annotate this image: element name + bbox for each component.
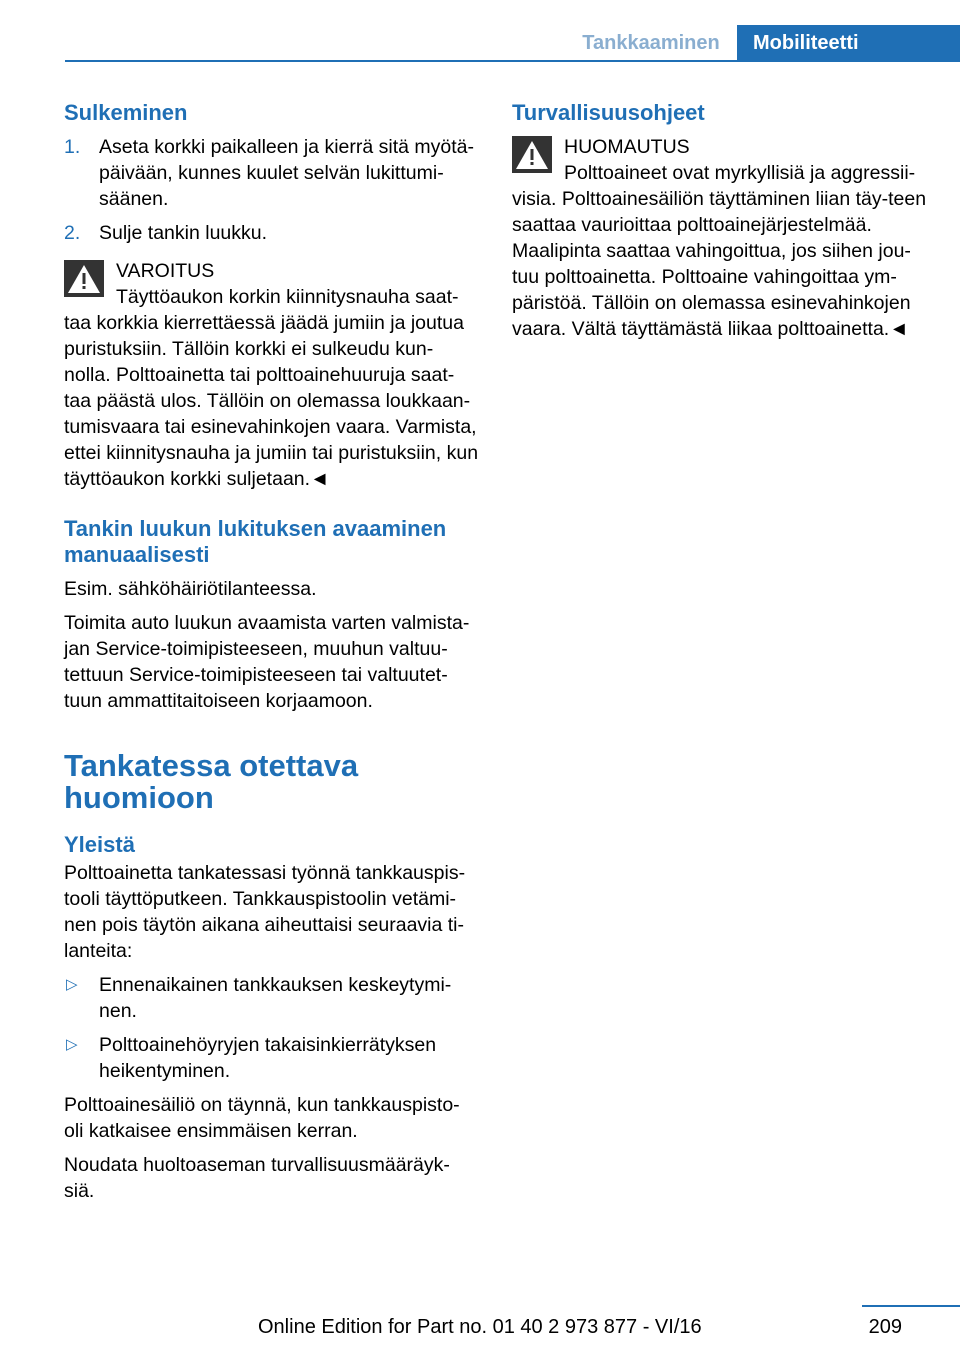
right-column (512, 100, 927, 356)
heading-tankin-luukku: Tankin luukun lukituksen avaaminen manuaalisesti (64, 516, 447, 567)
footer-rule (862, 1305, 960, 1307)
step-text: Sulje tankin luukku. (99, 222, 268, 244)
consequences-list (64, 972, 479, 1084)
header-chapter-tab[interactable]: Mobiliteetti (737, 25, 960, 62)
paragraph-noudata: Noudata huoltoaseman turvallisuusmääräyk-siä. (64, 1154, 450, 1202)
notice-title: HUOMAUTUS (564, 136, 690, 158)
header-section-tab[interactable]: Tankkaaminen (582, 32, 720, 54)
bullet-triangle-icon: ▷ (66, 976, 78, 993)
list-item (64, 220, 479, 246)
heading-turvallisuusohjeet: Turvallisuusohjeet (512, 100, 705, 125)
page-number: 209 (868, 1316, 902, 1338)
left-column (64, 100, 479, 1212)
warning-title: VAROITUS (116, 260, 215, 282)
step-number: 2. (64, 222, 81, 244)
heading-tankatessa: Tankatessa otettava huomioon (64, 748, 359, 815)
list-item (64, 972, 479, 1024)
bullet-triangle-icon: ▷ (66, 1036, 78, 1053)
step-text: Aseta korkki paikalleen ja kierrä sitä myötä-päivään, kunnes kuulet selvän lukittumi-säänen. (99, 136, 474, 210)
warning-text: Täyttöaukon korkin kiinnitysnauha saat-taa korkkia kierrettäessä jäädä jumiin ja joutua puristuksiin. Tällöin korkki ei sulkeudu kun-nolla. Polttoainetta tai polttoainehuuruja saat-taa päästä ulos. Tällöin on olemassa loukkaan-tumisvaara tai esinevahinkojen vaara. Varmista, ettei kiinnitysnauha ja jumiin tai puristuksiin, kun täyttöaukon korkki suljetaan.◄ (64, 286, 479, 490)
warning-block (64, 258, 479, 492)
paragraph-esim: Esim. sähköhäiriötilanteessa. (64, 578, 317, 600)
paragraph-taynna: Polttoainesäiliö on täynnä, kun tankkauspisto-oli katkaisee ensimmäisen kerran. (64, 1094, 460, 1142)
list-item (64, 134, 479, 212)
closing-steps-list (64, 134, 479, 246)
edition-footer: Online Edition for Part no. 01 40 2 973 877 - VI/16 (258, 1316, 702, 1338)
bullet-text: Polttoainehöyryjen takaisinkierrätyksen heikentyminen. (99, 1034, 437, 1082)
step-number: 1. (64, 136, 81, 158)
warning-triangle-icon (512, 136, 552, 173)
notice-text: Polttoaineet ovat myrkyllisiä ja aggressii-visia. Polttoainesäiliön täyttäminen liian täy-teen saattaa vaurioittaa polttoainejärjestelmää. Maalipinta saattaa vahingoittua, jos siihen jou-tuu polttoainetta. Polttoaine vahingoittaa ym-päristöä. Tällöin on olemassa esinevahinkojen vaara. Vältä täyttämästä liikaa polttoainetta.◄ (512, 162, 927, 340)
paragraph-toimita: Toimita auto luukun avaamista varten valmista-jan Service-toimipisteeseen, muuhun valtuu-tettuun Service-toimipisteeseen tai valtuutet-tuun ammattitaitoiseen korjaamoon. (64, 612, 470, 712)
heading-sulkeminen: Sulkeminen (64, 100, 188, 125)
notice-block (512, 134, 927, 342)
paragraph-yleista: Polttoainetta tankatessasi työnnä tankkauspis-tooli täyttöputkeen. Tankkauspistoolin vetämi-nen pois täytön aikana aiheuttaisi seuraavia ti-lanteita: (64, 862, 466, 962)
heading-yleista: Yleistä (64, 832, 135, 857)
list-item (64, 1032, 479, 1084)
warning-triangle-icon (64, 260, 104, 297)
bullet-text: Ennenaikainen tankkauksen keskeytymi-nen. (99, 974, 452, 1022)
